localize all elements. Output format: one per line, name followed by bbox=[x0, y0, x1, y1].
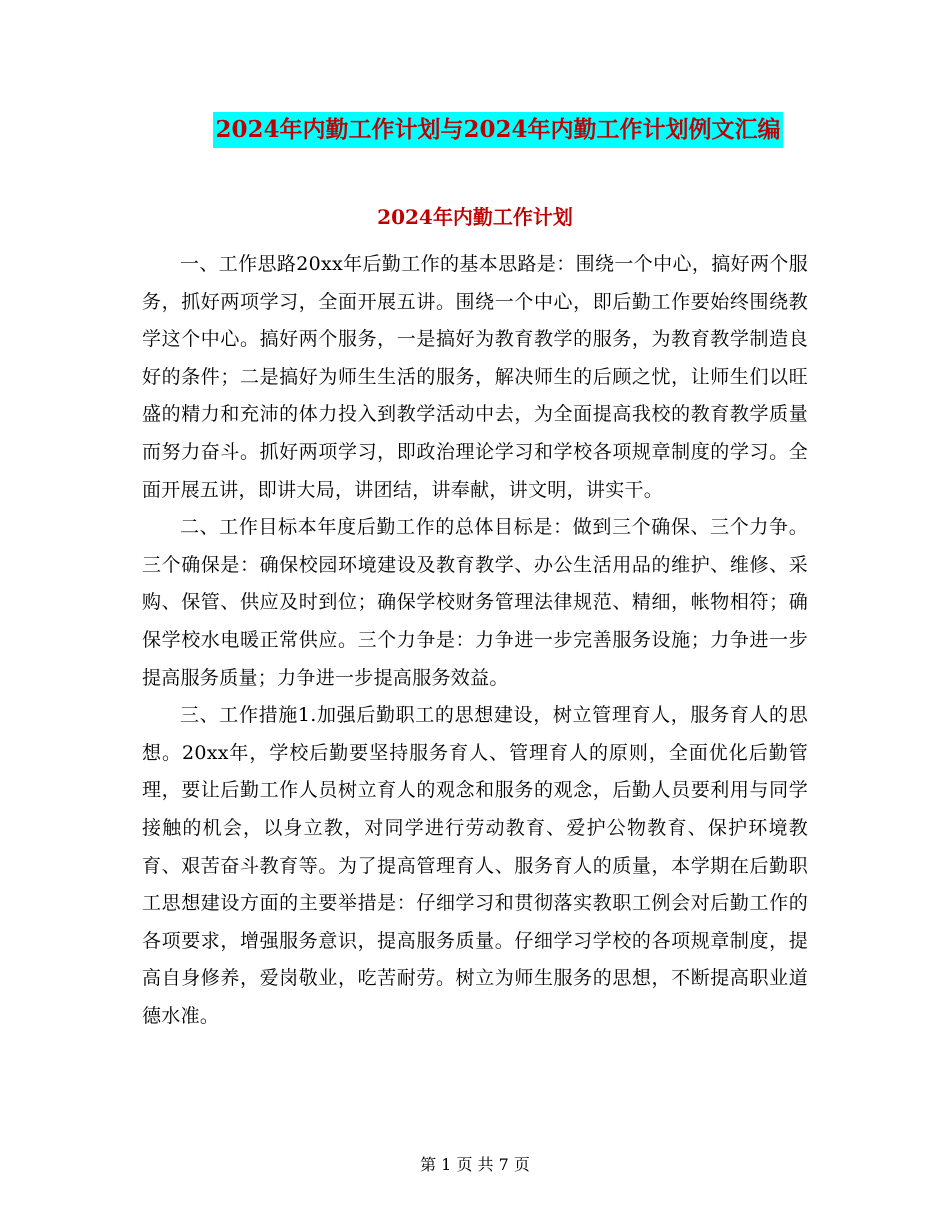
paragraph-work-measures: 三、工作措施1.加强后勤职工的思想建设，树立管理育人，服务育人的思想。20xx年，学校后勤要坚持服务育人、管理育人的原则，全面优化后勤管理，要让后勤工作人员树立育人的观念和服务的观念，后勤人员要利用与同学接触的机会，以身立教，对同学进行劳动教育、爱护公物教育、保护环境教育、艰苦奋斗教育等。为了提高管理育人、服务育人的质量，本学期在后勤职工思想建设方面的主要举措是：仔细学习和贯彻落实教职工例会对后勤工作的各项要求，增强服务意识，提高服务质量。仔细学习学校的各项规章制度，提高自身修养，爱岗敬业，吃苦耐劳。树立为师生服务的思想，不断提高职业道德水准。 bbox=[142, 704, 808, 1027]
page-footer: 第 1 页 共 7 页 bbox=[420, 1155, 530, 1174]
document-title: 2024年内勤工作计划与2024年内勤工作计划例文汇编 bbox=[213, 112, 782, 148]
paragraph-work-goals: 二、工作目标本年度后勤工作的总体目标是：做到三个确保、三个力争。三个确保是：确保校园环境建设及教育教学、办公生活用品的维护、维修、采购、保管、供应及时到位；确保学校财务管理法律规范、精细，帐物相符；确保学校水电暖正常供应。三个力争是：力争进一步完善服务设施；力争进一步提高服务质量；力争进一步提高服务效益。 bbox=[142, 516, 808, 689]
paragraph-work-approach: 一、工作思路20xx年后勤工作的基本思路是：围绕一个中心，搞好两个服务，抓好两项学习，全面开展五讲。围绕一个中心，即后勤工作要始终围绕教学这个中心。搞好两个服务，一是搞好为教育教学的服务，为教育教学制造良好的条件；二是搞好为师生生活的服务，解决师生的后顾之忧，让师生们以旺盛的精力和充沛的体力投入到教学活动中去，为全面提高我校的教育教学质量而努力奋斗。抓好两项学习，即政治理论学习和学校各项规章制度的学习。全面开展五讲，即讲大局，讲团结，讲奉献，讲文明，讲实干。 bbox=[142, 253, 808, 501]
document-body bbox=[142, 246, 808, 1035]
section-title: 2024年内勤工作计划 bbox=[377, 205, 573, 229]
document-title-row bbox=[0, 112, 950, 148]
